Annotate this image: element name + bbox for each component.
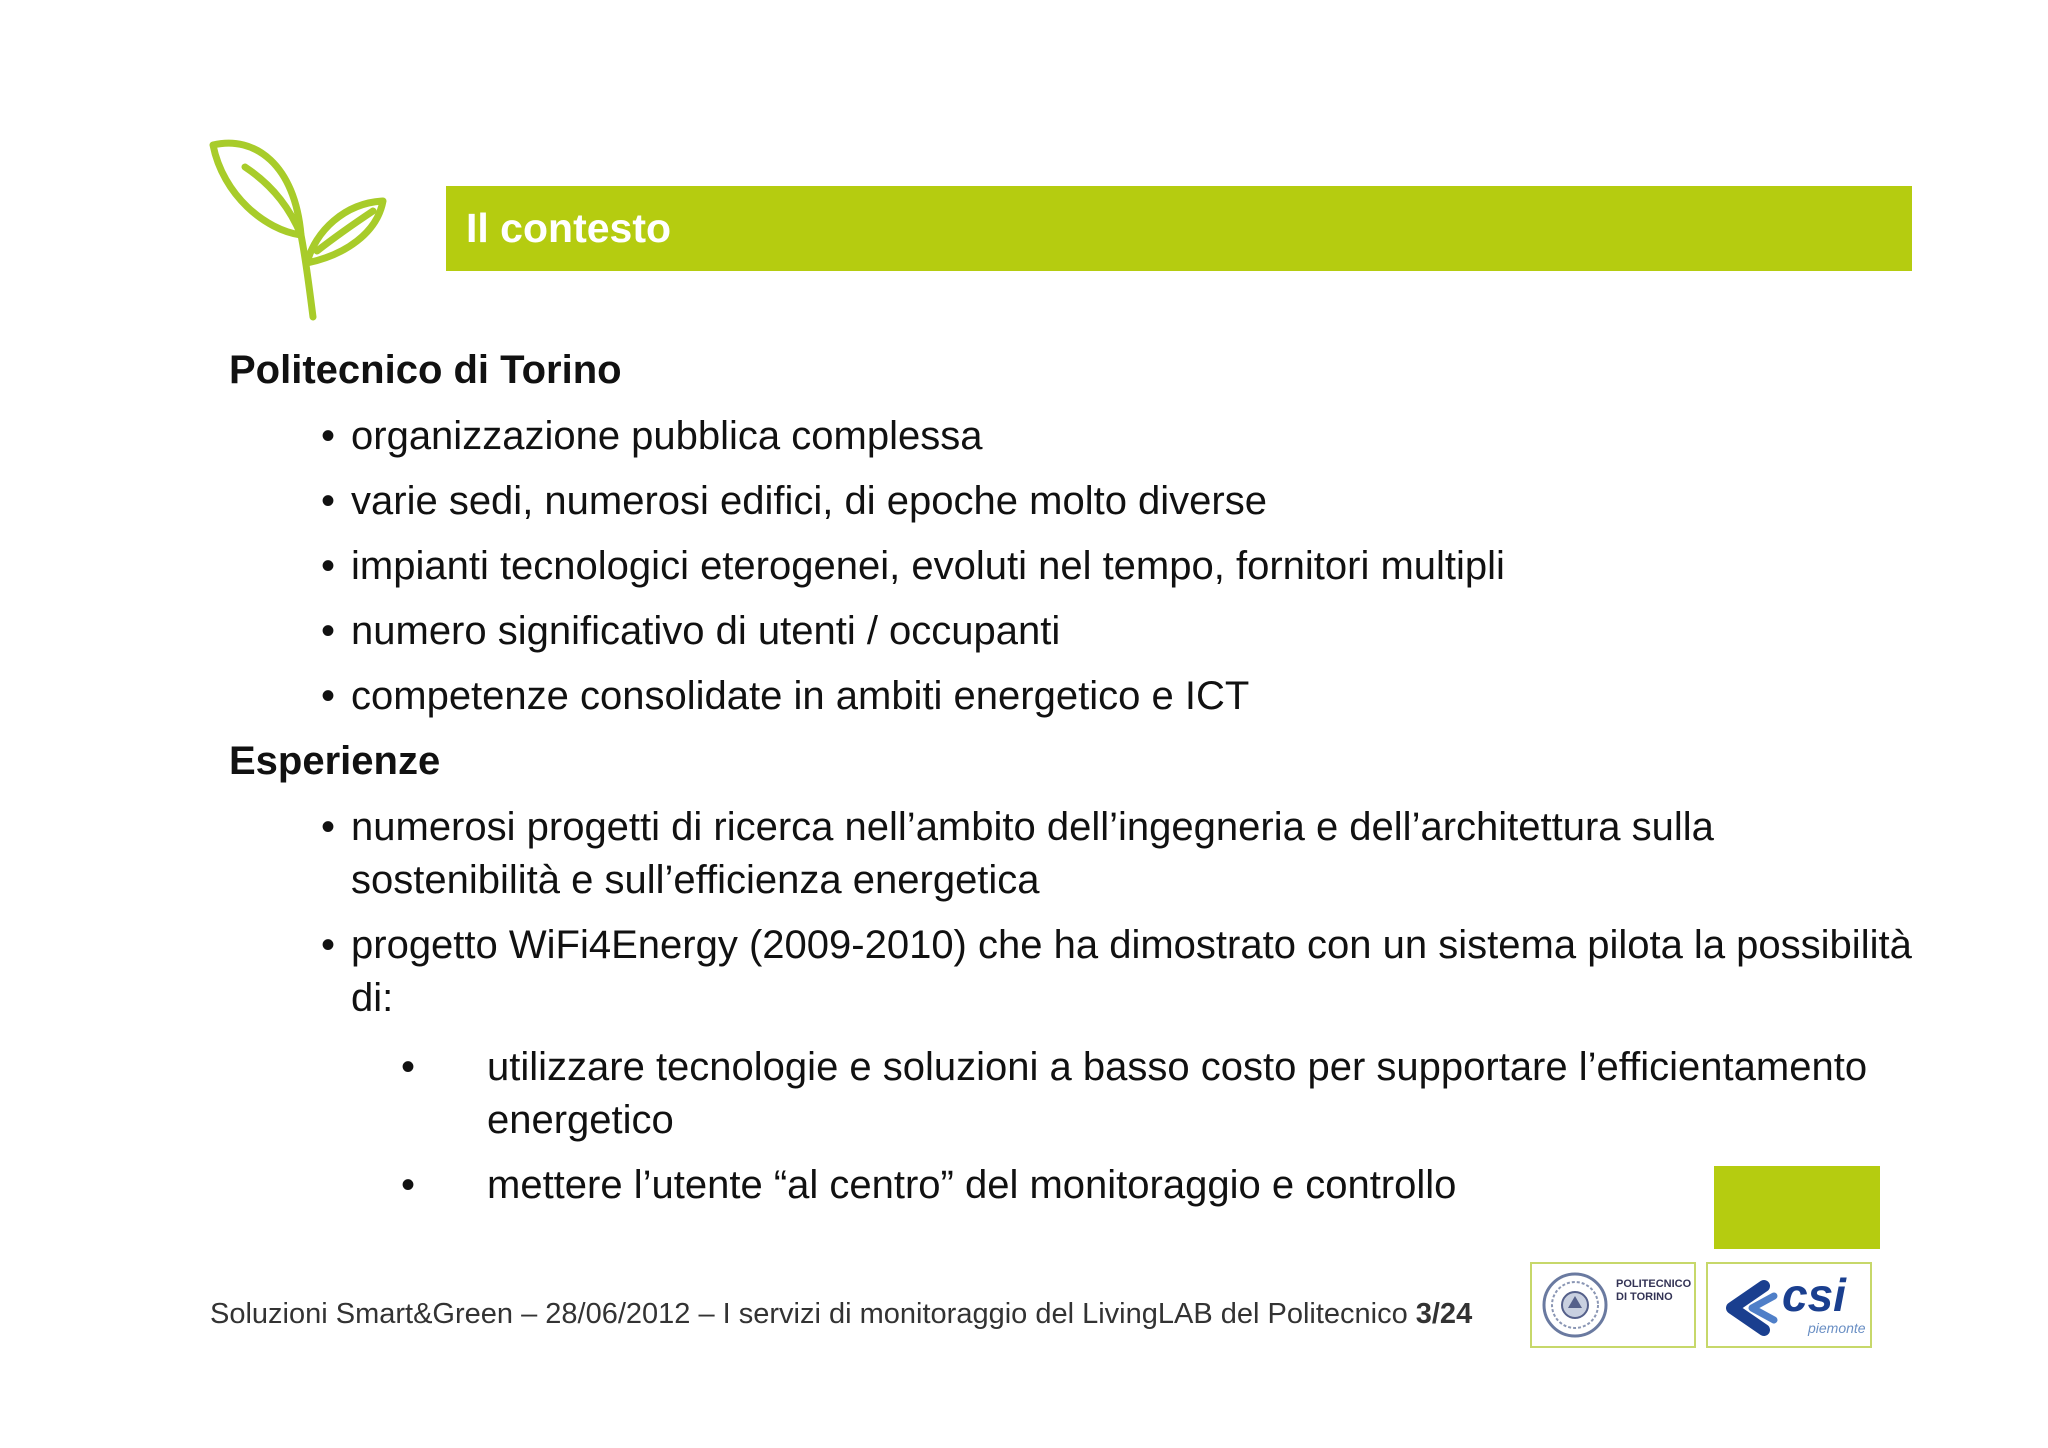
politecnico-logo-line: POLITECNICO bbox=[1616, 1278, 1692, 1290]
list-item bbox=[229, 1041, 1929, 1147]
csi-chevron-icon bbox=[1714, 1272, 1784, 1342]
section-heading-politecnico: Politecnico di Torino bbox=[229, 348, 622, 392]
bullet-text: numero significativo di utenti / occupanti bbox=[351, 609, 1061, 653]
list-item bbox=[229, 540, 1929, 593]
bullet-text: organizzazione pubblica complessa bbox=[351, 414, 983, 458]
section-heading-esperienze: Esperienze bbox=[229, 739, 441, 783]
page-number: 3/24 bbox=[1415, 1298, 1473, 1330]
bullet-dot: • bbox=[321, 674, 336, 718]
slide-content bbox=[229, 344, 1929, 1224]
csi-logo-text: csi bbox=[1782, 1269, 1846, 1321]
slide-title: Il contesto bbox=[466, 205, 672, 251]
bullet-text: mettere l’utente “al centro” del monitoraggio e controllo bbox=[487, 1163, 1457, 1207]
politecnico-logo bbox=[1530, 1262, 1696, 1348]
bullet-text: impianti tecnologici eterogenei, evoluti nel tempo, fornitori multipli bbox=[351, 544, 1505, 588]
bullet-text: utilizzare tecnologie e soluzioni a basso costo per supportare l’efficientamento energetico bbox=[487, 1045, 1868, 1142]
footer-text: Soluzioni Smart&Green – 28/06/2012 – I servizi di monitoraggio del LivingLAB del Politecnico bbox=[210, 1298, 1408, 1330]
accent-square bbox=[1714, 1166, 1880, 1249]
bullet-list-politecnico bbox=[229, 410, 1929, 723]
politecnico-logo-text bbox=[1616, 1278, 1691, 1304]
bullet-text: varie sedi, numerosi edifici, di epoche molto diverse bbox=[351, 479, 1267, 523]
bullet-dot: • bbox=[321, 544, 336, 588]
list-item bbox=[229, 410, 1929, 463]
politecnico-logo-line: DI TORINO bbox=[1616, 1291, 1673, 1303]
bullet-text: competenze consolidate in ambiti energetico e ICT bbox=[351, 674, 1250, 718]
list-item bbox=[229, 670, 1929, 723]
title-bar bbox=[446, 186, 1912, 271]
bullet-text: progetto WiFi4Energy (2009-2010) che ha dimostrato con un sistema pilota la possibilità di: bbox=[351, 923, 1912, 1020]
list-item bbox=[229, 801, 1929, 907]
bullet-dot: • bbox=[321, 805, 336, 849]
bullet-dot: • bbox=[401, 1045, 416, 1089]
csi-logo-subtext: piemonte bbox=[1808, 1320, 1866, 1336]
bullet-text: numerosi progetti di ricerca nell’ambito dell’ingegneria e dell’architettura sulla sostenibilità e sull’efficienza energetica bbox=[351, 805, 1714, 902]
list-item bbox=[229, 919, 1929, 1212]
bullet-list-esperienze bbox=[229, 801, 1929, 1212]
bullet-dot: • bbox=[321, 609, 336, 653]
bullet-dot: • bbox=[321, 923, 336, 967]
list-item bbox=[229, 605, 1929, 658]
bullet-dot: • bbox=[401, 1163, 416, 1207]
seal-icon bbox=[1540, 1270, 1610, 1340]
bullet-dot: • bbox=[321, 479, 336, 523]
sprout-icon bbox=[205, 125, 405, 325]
footer bbox=[210, 1294, 1472, 1334]
list-item bbox=[229, 475, 1929, 528]
sub-bullet-list bbox=[229, 1041, 1929, 1212]
list-item bbox=[229, 1159, 1929, 1212]
bullet-dot: • bbox=[321, 414, 336, 458]
csi-logo bbox=[1706, 1262, 1872, 1348]
